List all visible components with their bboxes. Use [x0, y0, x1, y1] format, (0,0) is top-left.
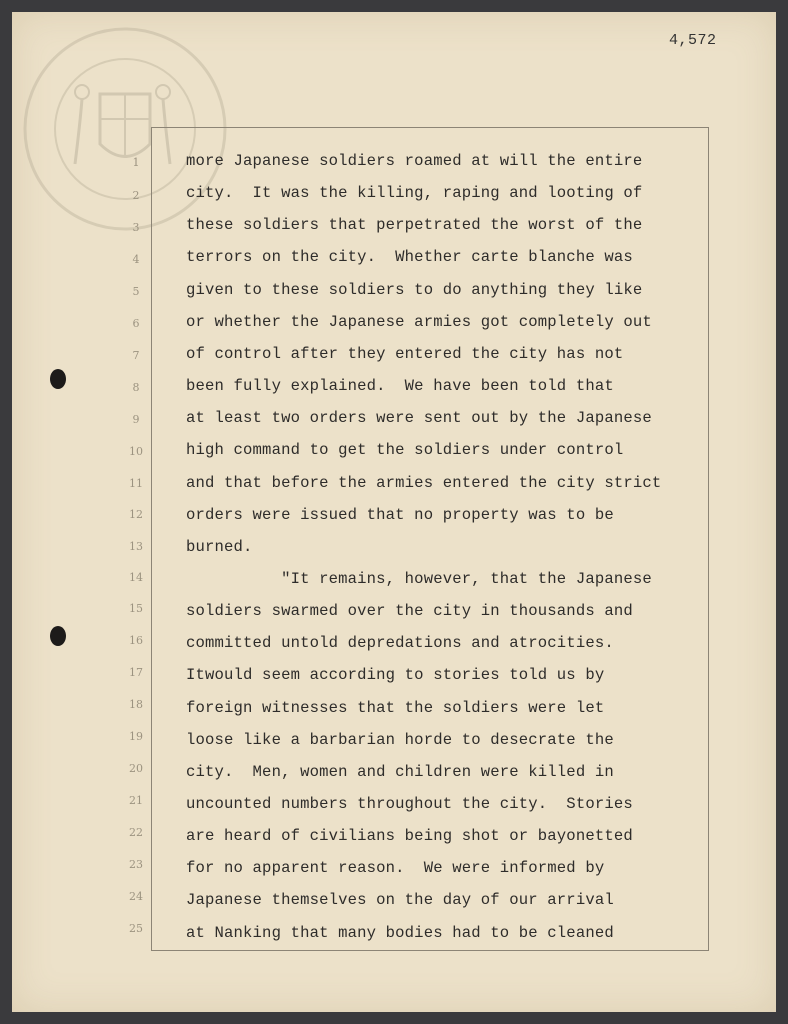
text-line: uncounted numbers throughout the city. Stories	[186, 795, 633, 813]
page-number: 4,572	[669, 32, 717, 49]
line-number: 19	[129, 730, 143, 743]
line-number: 13	[129, 540, 143, 553]
text-line: loose like a barbarian horde to desecrate the	[186, 730, 614, 749]
text-line: terrors on the city. Whether carte blanche was	[186, 248, 633, 267]
line-number: 4	[132, 253, 140, 266]
line-number: 24	[129, 890, 143, 903]
text-line: more Japanese soldiers roamed at will the entire	[186, 152, 643, 170]
line-number: 6	[132, 317, 140, 330]
line-number: 17	[129, 666, 143, 679]
line-number: 16	[129, 634, 143, 647]
document-page	[12, 12, 776, 1012]
text-line: orders were issued that no property was to be	[186, 505, 614, 524]
line-number: 18	[129, 698, 143, 711]
text-line: or whether the Japanese armies got completely out	[186, 312, 652, 331]
line-number: 15	[129, 602, 143, 615]
line-number: 14	[129, 571, 143, 584]
punch-hole	[50, 626, 66, 646]
line-number: 22	[129, 826, 143, 839]
text-line: and that before the armies entered the city strict	[186, 473, 662, 492]
text-line: Itwould seem according to stories told us by	[186, 666, 605, 685]
line-number: 7	[132, 349, 140, 362]
text-line: city. It was the killing, raping and looting of	[186, 184, 643, 203]
text-line: Japanese themselves on the day of our arrival	[186, 891, 614, 910]
line-number: 11	[129, 477, 143, 490]
line-number: 2	[132, 189, 140, 202]
text-line: city. Men, women and children were killed in	[186, 762, 614, 781]
line-number: 10	[129, 445, 143, 458]
text-line: been fully explained. We have been told that	[186, 377, 614, 396]
line-number: 12	[129, 508, 143, 521]
text-line: high command to get the soldiers under control	[186, 441, 624, 460]
punch-hole	[50, 369, 66, 389]
text-line: are heard of civilians being shot or bayonetted	[186, 827, 633, 846]
line-number: 20	[129, 762, 143, 775]
line-number: 5	[132, 285, 140, 298]
line-number: 9	[132, 413, 140, 426]
text-line: of control after they entered the city has not	[186, 344, 624, 363]
line-number: 3	[132, 221, 140, 234]
text-line: foreign witnesses that the soldiers were let	[186, 698, 605, 717]
text-line: at least two orders were sent out by the Japanese	[186, 409, 652, 428]
text-line: "It remains, however, that the Japanese	[186, 569, 652, 588]
text-line: committed untold depredations and atrocities.	[186, 634, 614, 653]
text-line: these soldiers that perpetrated the worst of the	[186, 216, 643, 235]
line-number: 21	[129, 794, 143, 807]
text-line: at Nanking that many bodies had to be cleaned	[186, 923, 614, 942]
text-line: for no apparent reason. We were informed by	[186, 859, 605, 878]
line-number: 23	[129, 858, 143, 871]
line-number: 8	[132, 381, 140, 394]
text-line: given to these soldiers to do anything they like	[186, 280, 643, 299]
line-number: 25	[129, 922, 143, 935]
text-line: soldiers swarmed over the city in thousands and	[186, 602, 633, 621]
line-number: 1	[132, 156, 140, 169]
text-line: burned.	[186, 537, 253, 556]
